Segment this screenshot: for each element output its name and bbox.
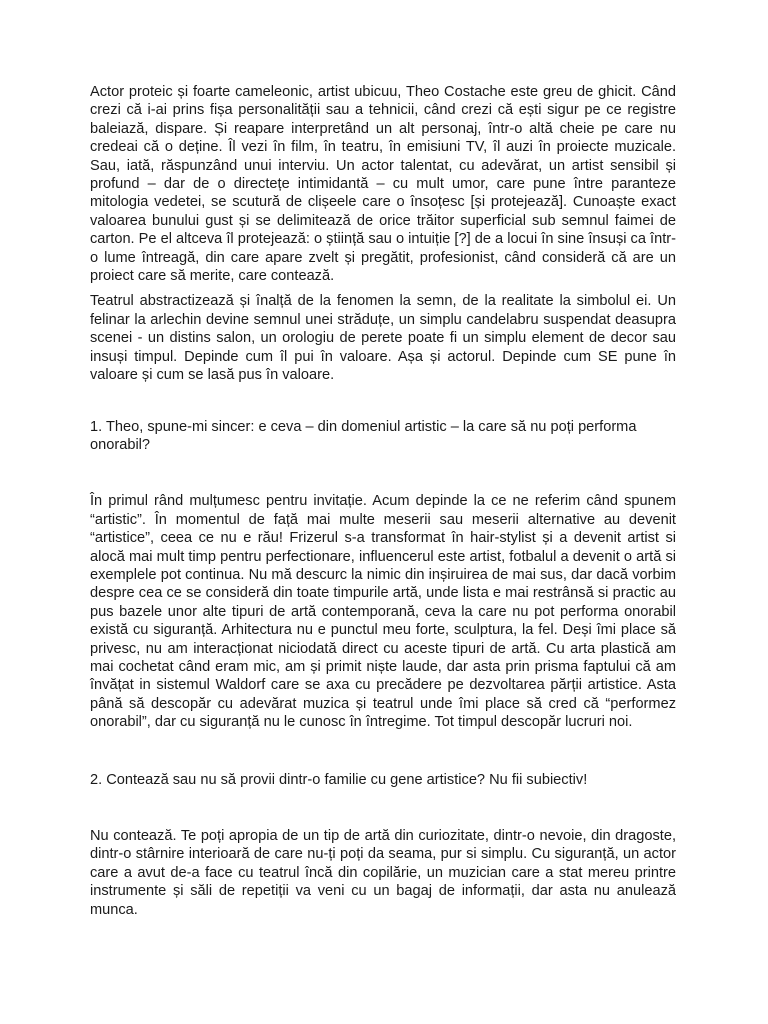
intro-paragraph: Teatrul abstractizează și înalță de la fenomen la semn, de la realitate la simbolul ei. Un felinar la arlechin devine semnul unei străduțe, un simplu candelabru suspendat deasupra scenei - un distins salon, un orologiu de perete poate fi un simplu element de decor sau insuși timpul. Depinde cum îl pui în valoare. Așa și actorul. Depinde cum SE pune în valoare și cum se lasă pus în valoare. — [90, 293, 676, 384]
interview-question: 2. Contează sau nu să provii dintr-o familie cu gene artistice? Nu fii subiectiv! — [90, 771, 588, 788]
document-page — [90, 83, 676, 919]
interview-question: 1. Theo, spune-mi sincer: e ceva – din domeniul artistic – la care să nu poți performa onorabil? — [90, 418, 637, 453]
interview-answer: Nu contează. Te poți apropia de un tip de artă din curiozitate, dintr-o nevoie, din dragoste, dintr-o stârnire interioară de care nu-ți poți da seama, pur si simplu. Cu siguranță, un actor care a avut de-a face cu teatrul încă din copilărie, un muzician care a stat mereu printre instrumente și săli de repetiții va veni cu un bagaj de informații, dar asta nu anulează munca. — [90, 828, 676, 918]
interview-answer: În primul rând mulțumesc pentru invitație. Acum depinde la ce ne referim când spunem “artistic”. În momentul de față mai multe meserii sau meserii alternative au devenit “artistice”, ceea ce nu e rău! Frizerul s-a transformat în hair-stylist și a devenit artist si alocă mai mult timp pentru perfectionare, influencerul este artist, fotbalul a devenit o artă si exemplele pot continua. Nu mă descurc la nimic din inșiruirea de mai sus, dar dacă vorbim despre cea ce se consideră din toate timpurile artă, unde lista e mai restrânsă si practic au pus bazele unor alte tipuri de artă contemporană, ceva la care nu pot performa onorabil există cu siguranță. Arhitectura nu e punctul meu forte, sculptura, la fel. Deși îmi place să privesc, nu am interacționat niciodată direct cu aceste tipuri de artă. Cu arta plastică am mai cochetat când eram mic, am și primit niște laude, dar asta prin prisma faptului că am învățat in sistemul Waldorf care se axa cu precădere pe dezvoltarea părții artistice. Asta până să descopăr cu adevărat muzica și teatrul unde îmi place să cred că “performez onorabil”, dar cu siguranță nu le cunosc în întregime. Tot timpul descopăr lucruri noi. — [90, 493, 676, 731]
intro-paragraph: Actor proteic și foarte cameleonic, artist ubicuu, Theo Costache este greu de ghicit. Când crezi că i-ai prins fișa personalității sau a tehnicii, când crezi că ești sigur pe ce registre baleiază, dispare. Și reapare interpretând un alt personaj, într-o altă cheie pe care nu credeai că o deține. Îl vezi în film, în teatru, în emisiuni TV, îl auzi în proiecte muzicale. Sau, iată, răspunzând unui interviu. Un actor talentat, cu adevărat, un artist sensibil și profund – dar de o directețe intimidantă – cu mult umor, care pune între paranteze mitologia vedetei, se scutură de clișeele care o însoțesc [și protejează]. Cunoaște exact valoarea bunului gust și se delimitează de orice trăitor superficial sub semnul faimei de carton. Pe el altceva îl protejează: o știință sau o intuiție [?] de a locui în sine însuși ca într-o lume întreagă, din care apare zvelt și pregătit, profesionist, când consideră că are un proiect care să merite, care contează. — [90, 84, 676, 285]
